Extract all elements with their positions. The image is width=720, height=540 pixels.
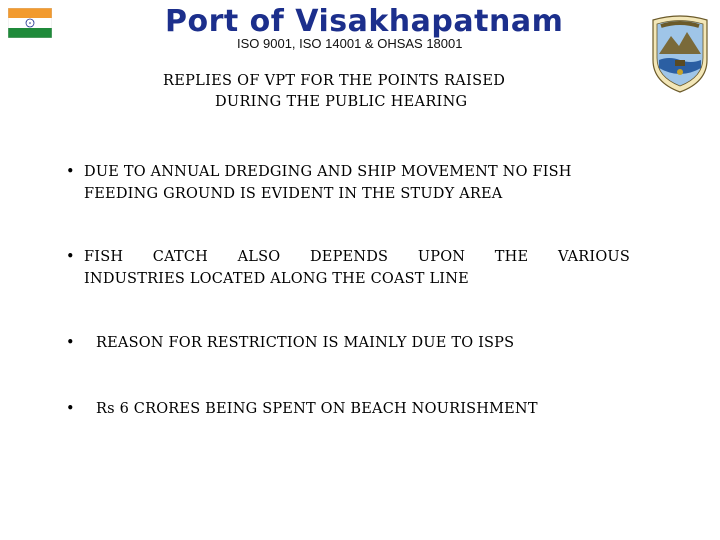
certification-subtitle: ISO 9001, ISO 14001 & OHSAS 18001 [237,36,463,51]
bullet-text-line: FEEDING GROUND IS EVIDENT IN THE STUDY AREA [84,186,503,202]
bullet-item [66,160,652,210]
page-title: Port of Visakhapatnam [165,4,564,39]
bullet-text-line: REASON FOR RESTRICTION IS MAINLY DUE TO ISPS [96,335,515,351]
heading-line-1: REPLIES OF VPT FOR THE POINTS RAISED [163,73,506,89]
india-flag-icon [8,8,52,38]
bullet-marker: • [66,401,75,417]
bullet-item [66,245,632,295]
bullet-text-line: DUE TO ANNUAL DREDGING AND SHIP MOVEMENT NO FISH [84,164,572,180]
port-emblem-icon [649,14,711,94]
bullet-marker: • [66,249,75,265]
bullet-text-line: FISH CATCH ALSO DEPENDS UPON THE VARIOUS [84,249,630,265]
bullet-text-line: Rs 6 CRORES BEING SPENT ON BEACH NOURISHMENT [96,401,538,417]
bullet-marker: • [66,164,75,180]
bullet-item [66,331,626,357]
heading-line-2: DURING THE PUBLIC HEARING [215,94,468,110]
bullet-marker: • [66,335,75,351]
bullet-text-line: INDUSTRIES LOCATED ALONG THE COAST LINE [84,271,469,287]
bullet-item [66,397,646,423]
